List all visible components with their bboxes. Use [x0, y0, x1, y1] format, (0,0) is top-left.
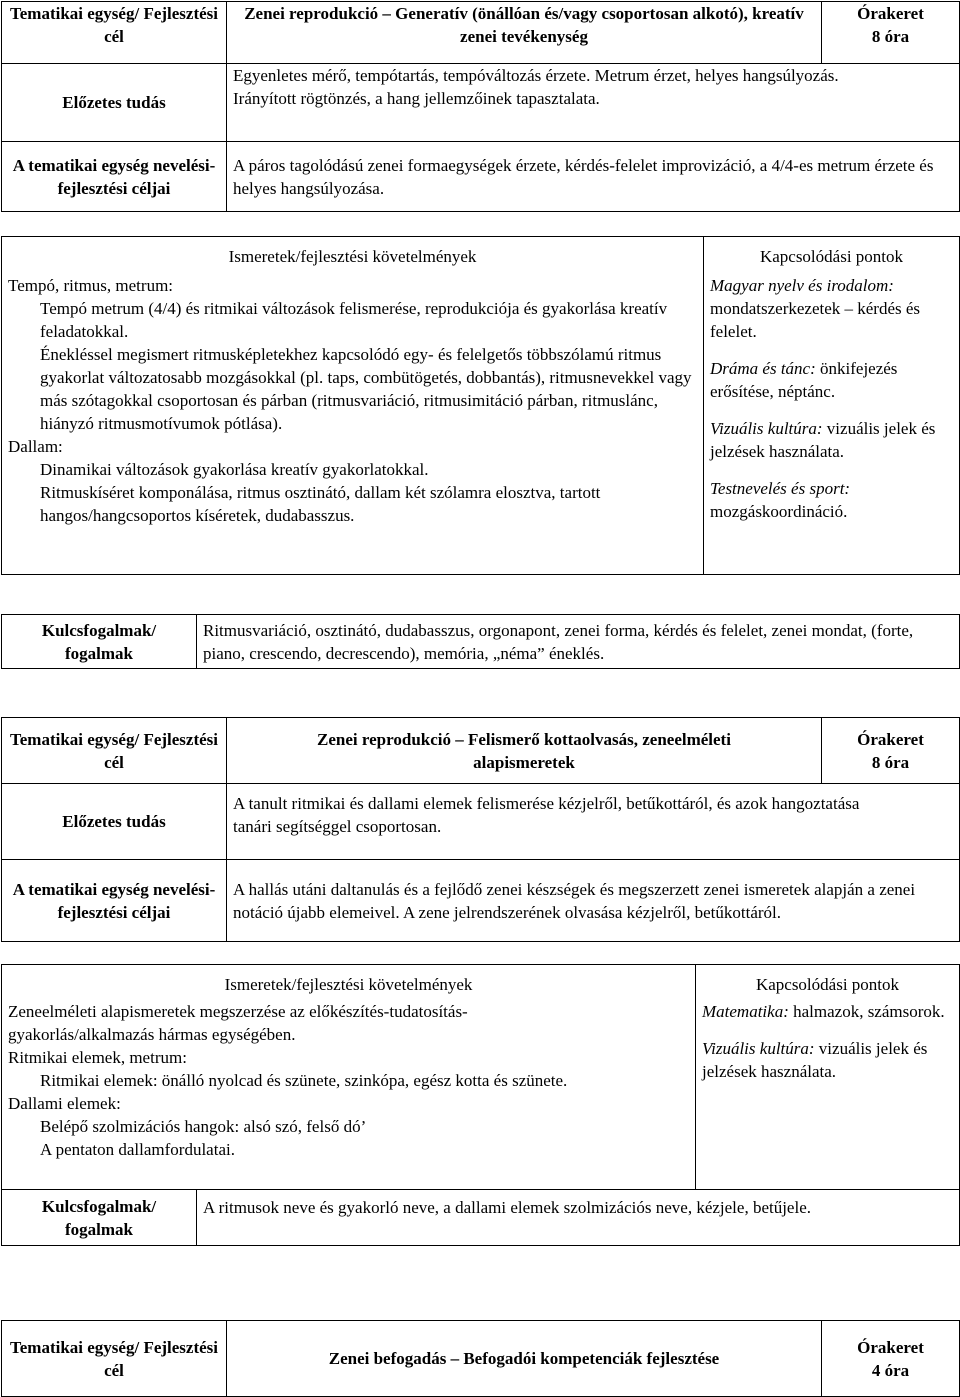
ismeretek-cell [2, 965, 696, 1190]
kap-item: Magyar nyelv és irodalom: mondatszerkezetek – kérdés és felelet. [710, 276, 921, 341]
ismeretek-header: Ismeretek/fejlesztési követelmények [228, 247, 477, 266]
kapcsolodasi-header: Kapcsolódási pontok [755, 975, 900, 994]
ism-ritmikai-label: Ritmikai elemek, metrum: [8, 1048, 187, 1067]
ism-tempo-label: Tempó, ritmus, metrum: [8, 276, 174, 295]
section1-kulcs-table [1, 614, 960, 669]
label-tematikai: Tematikai egység/ Fejlesztési cél [2, 2, 227, 64]
label-tematikai: Tematikai egység/ Fejlesztési cél [2, 718, 227, 784]
ism-dallami-2: A pentaton dallamfordulatai. [40, 1140, 235, 1159]
kap-item: Vizuális kultúra: vizuális jelek és jelzések használata. [710, 419, 936, 461]
label-kulcs: Kulcsfogalmak/ fogalmak [2, 615, 197, 669]
kapcsolodasi-cell [696, 965, 960, 1190]
ism-intro: Zeneelméleti alapismeretek megszerzése az előkészítés-tudatosítás-gyakorlás/alkalmazás hármas egységében. [8, 1002, 468, 1044]
kapcsolodasi-cell [704, 237, 960, 575]
elozetes-tudas: A tanult ritmikai és dallami elemek felismerése kézjelről, betűkottáról, és azok hangoztatása tanári segítséggel csoportosan. [227, 784, 960, 860]
kap-item: Matematika: halmazok, számsorok. [702, 1002, 945, 1021]
section2-kulcs-table [1, 1189, 960, 1246]
elozetes-tudas: Egyenletes mérő, tempótartás, tempóváltozás érzete. Metrum érzet, helyes hangsúlyozás. Irányított rögtönzés, a hang jellemzőinek tapasztalata. [227, 64, 960, 142]
ism-tempo-2: Énekléssel megismert ritmusképletekhez kapcsolódó egy- és felelgetős többszólamú ritmus gyakorlat változatosabb mozgásokkal (pl. taps, combütögetés, dobbantás), ritmusnevekkel vagy más szótagokkal csoportosan és párban (ritmusvariáció, ritmusimitáció párban, ritmuslánc, hiányzó ritmusmotívumok pótlása). [40, 345, 692, 433]
orakeret: Órakeret 4 óra [822, 1321, 960, 1397]
ismeretek-cell [2, 237, 704, 575]
ism-dallami-label: Dallami elemek: [8, 1094, 121, 1113]
section2-header-table [1, 717, 960, 942]
label-elozetes: Előzetes tudás [2, 784, 227, 860]
ism-dallam-2: Ritmuskíséret komponálása, ritmus osztinátó, dallam két szólamra elosztva, tartott hangos/hangcsoportos kíséretek, dudabasszus. [40, 483, 601, 525]
section-title: Zenei befogadás – Befogadói kompetenciák fejlesztése [227, 1321, 822, 1397]
kulcsfogalmak: A ritmusok neve és gyakorló neve, a dallami elemek szolmizációs neve, kézjele, betűjele. [197, 1190, 960, 1246]
label-tematikai: Tematikai egység/ Fejlesztési cél [2, 1321, 227, 1397]
ism-dallami-1: Belépő szolmizációs hangok: alsó szó, felső dó’ [40, 1117, 367, 1136]
ism-tempo-1: Tempó metrum (4/4) és ritmikai változások felismerése, reprodukciója és gyakorlása kreatív feladatokkal. [40, 299, 668, 341]
ismeretek-header: Ismeretek/fejlesztési követelmények [224, 975, 473, 994]
section3-header-table [1, 1320, 960, 1397]
label-celok: A tematikai egység nevelési-fejlesztési céljai [2, 860, 227, 942]
orakeret: Órakeret 8 óra [822, 2, 960, 64]
ism-ritmikai-1: Ritmikai elemek: önálló nyolcad és szünete, szinkópa, egész kotta és szünete. [40, 1071, 568, 1090]
section-title: Zenei reprodukció – Felismerő kottaolvasás, zeneelméleti alapismeretek [227, 718, 822, 784]
kulcsfogalmak: Ritmusvariáció, osztinátó, dudabasszus, orgonapont, zenei forma, kérdés és felelet, zenei mondat, (forte, piano, crescendo, decrescendo), memória, „néma” éneklés. [197, 615, 960, 669]
label-elozetes: Előzetes tudás [2, 64, 227, 142]
kap-item: Vizuális kultúra: vizuális jelek és jelzések használata. [702, 1039, 928, 1081]
celok: A hallás utáni daltanulás és a fejlődő zenei készségek és megszerzett zenei ismeretek alapján a zenei notáció újabb elemeivel. A zene jelrendszerének olvasása kézjelről, betűkottáról. [227, 860, 960, 942]
section-title: Zenei reprodukció – Generatív (önállóan és/vagy csoportosan alkotó), kreatív zenei tevékenység [227, 2, 822, 64]
section1-content-table [1, 236, 960, 575]
label-kulcs: Kulcsfogalmak/ fogalmak [2, 1190, 197, 1246]
orakeret: Órakeret 8 óra [822, 718, 960, 784]
kap-item: Dráma és tánc: önkifejezés erősítése, néptánc. [710, 359, 898, 401]
celok: A páros tagolódású zenei formaegységek érzete, kérdés-felelet improvizáció, a 4/4-es metrum érzete és helyes hangsúlyozása. [227, 142, 960, 212]
kap-item: Testnevelés és sport: mozgáskoordináció. [710, 479, 851, 521]
kapcsolodasi-header: Kapcsolódási pontok [759, 247, 904, 266]
section2-content-table [1, 964, 960, 1190]
section1-header-table [1, 1, 960, 212]
ism-dallam-1: Dinamikai változások gyakorlása kreatív gyakorlatokkal. [40, 460, 429, 479]
ism-dallam-label: Dallam: [8, 437, 63, 456]
label-celok: A tematikai egység nevelési-fejlesztési céljai [2, 142, 227, 212]
